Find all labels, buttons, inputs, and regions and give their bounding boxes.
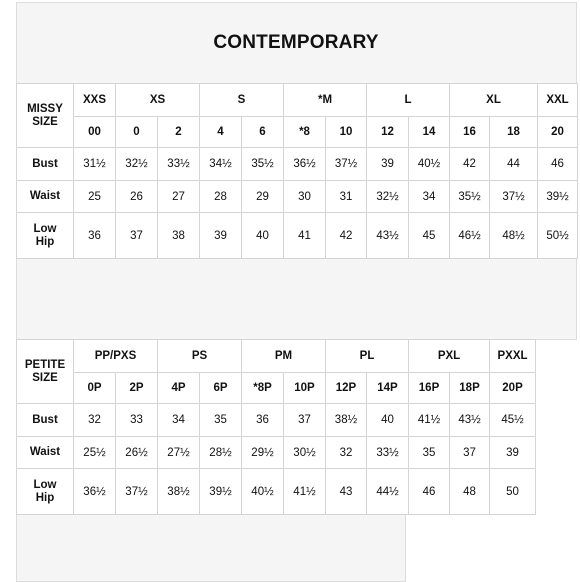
petite-size-number: 10P: [284, 373, 326, 404]
measurement-value: 37: [450, 437, 490, 469]
missy-group-header: XXS: [74, 84, 116, 117]
measurement-value: 46: [538, 148, 578, 181]
table-row: [17, 404, 536, 437]
missy-size-table: [16, 83, 578, 259]
measurement-value: 44: [490, 148, 538, 181]
petite-size-number: 18P: [450, 373, 490, 404]
missy-size-number: 12: [367, 117, 409, 148]
petite-size-number: *8P: [242, 373, 284, 404]
measurement-value: 27: [158, 181, 200, 213]
missy-size-number: 00: [74, 117, 116, 148]
measurement-value: 42: [326, 213, 367, 259]
measurement-value: 37½: [490, 181, 538, 213]
measurement-value: 43: [326, 469, 367, 515]
measurement-value: 28½: [200, 437, 242, 469]
measurement-value: 31½: [74, 148, 116, 181]
label-line: Bust: [32, 413, 58, 426]
petite-group-header: PL: [326, 340, 409, 373]
petite-size-number: 0P: [74, 373, 116, 404]
missy-size-number: 0: [116, 117, 158, 148]
bottom-panel: [16, 512, 406, 582]
petite-group-row: [17, 340, 536, 373]
measurement-value: 43½: [367, 213, 409, 259]
measurement-value: 43½: [450, 404, 490, 437]
measurement-value: 50½: [538, 213, 578, 259]
label-line: SIZE: [32, 371, 58, 384]
missy-size-number: *8: [284, 117, 326, 148]
measurement-value: 37: [284, 404, 326, 437]
petite-size-number: 2P: [116, 373, 158, 404]
missy-size-number: 10: [326, 117, 367, 148]
measurement-value: 39½: [538, 181, 578, 213]
spacer-panel: [16, 258, 577, 340]
measurement-value: 41: [284, 213, 326, 259]
measurement-value: 37½: [326, 148, 367, 181]
measurement-value: 31: [326, 181, 367, 213]
missy-group-header: XS: [116, 84, 200, 117]
petite-size-row: [17, 373, 536, 404]
missy-group-header: XXL: [538, 84, 578, 117]
measurement-label: [17, 181, 74, 213]
measurement-value: 37: [116, 213, 158, 259]
measurement-value: 33½: [367, 437, 409, 469]
measurement-value: 36: [242, 404, 284, 437]
measurement-value: 44½: [367, 469, 409, 515]
measurement-value: 36: [74, 213, 116, 259]
petite-group-header: PXL: [409, 340, 490, 373]
table-row: [17, 469, 536, 515]
measurement-value: 48½: [490, 213, 538, 259]
petite-group-header: PP/PXS: [74, 340, 158, 373]
missy-group-header: S: [200, 84, 284, 117]
missy-size-label: [17, 84, 74, 148]
measurement-value: 38½: [326, 404, 367, 437]
table-row: [17, 181, 578, 213]
measurement-value: 30: [284, 181, 326, 213]
measurement-value: 25½: [74, 437, 116, 469]
measurement-label: [17, 213, 74, 259]
label-line: PETITE: [24, 358, 66, 371]
measurement-value: 39: [367, 148, 409, 181]
measurement-value: 38½: [158, 469, 200, 515]
measurement-value: 35½: [242, 148, 284, 181]
petite-size-number: 16P: [409, 373, 450, 404]
measurement-label: [17, 404, 74, 437]
petite-size-label: [17, 340, 74, 404]
page-title: CONTEMPORARY: [213, 32, 379, 53]
measurement-value: 46½: [450, 213, 490, 259]
measurement-label: [17, 437, 74, 469]
measurement-value: 40: [242, 213, 284, 259]
label-line: Bust: [32, 157, 58, 170]
missy-size-number: 6: [242, 117, 284, 148]
table-row: [17, 213, 578, 259]
measurement-value: 33: [116, 404, 158, 437]
missy-size-number: 2: [158, 117, 200, 148]
petite-size-number: 14P: [367, 373, 409, 404]
measurement-label: [17, 148, 74, 181]
petite-size-number: 12P: [326, 373, 367, 404]
missy-group-header: XL: [450, 84, 538, 117]
measurement-value: 34½: [200, 148, 242, 181]
missy-size-row: [17, 117, 578, 148]
measurement-value: 36½: [284, 148, 326, 181]
measurement-value: 50: [490, 469, 536, 515]
missy-size-number: 4: [200, 117, 242, 148]
measurement-value: 32: [74, 404, 116, 437]
measurement-value: 42: [450, 148, 490, 181]
missy-size-number: 18: [490, 117, 538, 148]
petite-size-number: 4P: [158, 373, 200, 404]
measurement-value: 40½: [242, 469, 284, 515]
measurement-value: 35: [409, 437, 450, 469]
label-line: Waist: [29, 190, 61, 202]
measurement-value: 39: [490, 437, 536, 469]
label-line: Hip: [35, 235, 55, 248]
petite-size-number: 20P: [490, 373, 536, 404]
petite-group-header: PS: [158, 340, 242, 373]
measurement-value: 39: [200, 213, 242, 259]
measurement-value: 48: [450, 469, 490, 515]
measurement-value: 28: [200, 181, 242, 213]
measurement-value: 29: [242, 181, 284, 213]
petite-group-header: PXXL: [490, 340, 536, 373]
measurement-value: 41½: [409, 404, 450, 437]
measurement-value: 34: [409, 181, 450, 213]
measurement-value: 32½: [367, 181, 409, 213]
measurement-value: 35: [200, 404, 242, 437]
petite-size-table: [16, 339, 536, 515]
measurement-label: [17, 469, 74, 515]
table-row: [17, 148, 578, 181]
measurement-value: 29½: [242, 437, 284, 469]
missy-group-header: L: [367, 84, 450, 117]
label-line: Low: [33, 478, 57, 491]
missy-group-header: *M: [284, 84, 367, 117]
measurement-value: 38: [158, 213, 200, 259]
measurement-value: 37½: [116, 469, 158, 515]
measurement-value: 39½: [200, 469, 242, 515]
measurement-value: 36½: [74, 469, 116, 515]
measurement-value: 32: [326, 437, 367, 469]
measurement-value: 34: [158, 404, 200, 437]
measurement-value: 30½: [284, 437, 326, 469]
measurement-value: 40: [367, 404, 409, 437]
measurement-value: 45½: [490, 404, 536, 437]
measurement-value: 45: [409, 213, 450, 259]
missy-size-number: 16: [450, 117, 490, 148]
measurement-value: 26½: [116, 437, 158, 469]
table-row: [17, 437, 536, 469]
measurement-value: 35½: [450, 181, 490, 213]
label-line: MISSY: [27, 102, 63, 115]
measurement-value: 41½: [284, 469, 326, 515]
missy-size-number: 20: [538, 117, 578, 148]
label-line: SIZE: [32, 115, 58, 128]
measurement-value: 33½: [158, 148, 200, 181]
measurement-value: 40½: [409, 148, 450, 181]
label-line: Waist: [29, 446, 61, 458]
petite-size-number: 6P: [200, 373, 242, 404]
measurement-value: 46: [409, 469, 450, 515]
measurement-value: 26: [116, 181, 158, 213]
missy-group-row: [17, 84, 578, 117]
missy-size-number: 14: [409, 117, 450, 148]
measurement-value: 25: [74, 181, 116, 213]
measurement-value: 27½: [158, 437, 200, 469]
petite-group-header: PM: [242, 340, 326, 373]
measurement-value: 32½: [116, 148, 158, 181]
label-line: Low: [33, 222, 57, 235]
label-line: Hip: [35, 491, 55, 504]
